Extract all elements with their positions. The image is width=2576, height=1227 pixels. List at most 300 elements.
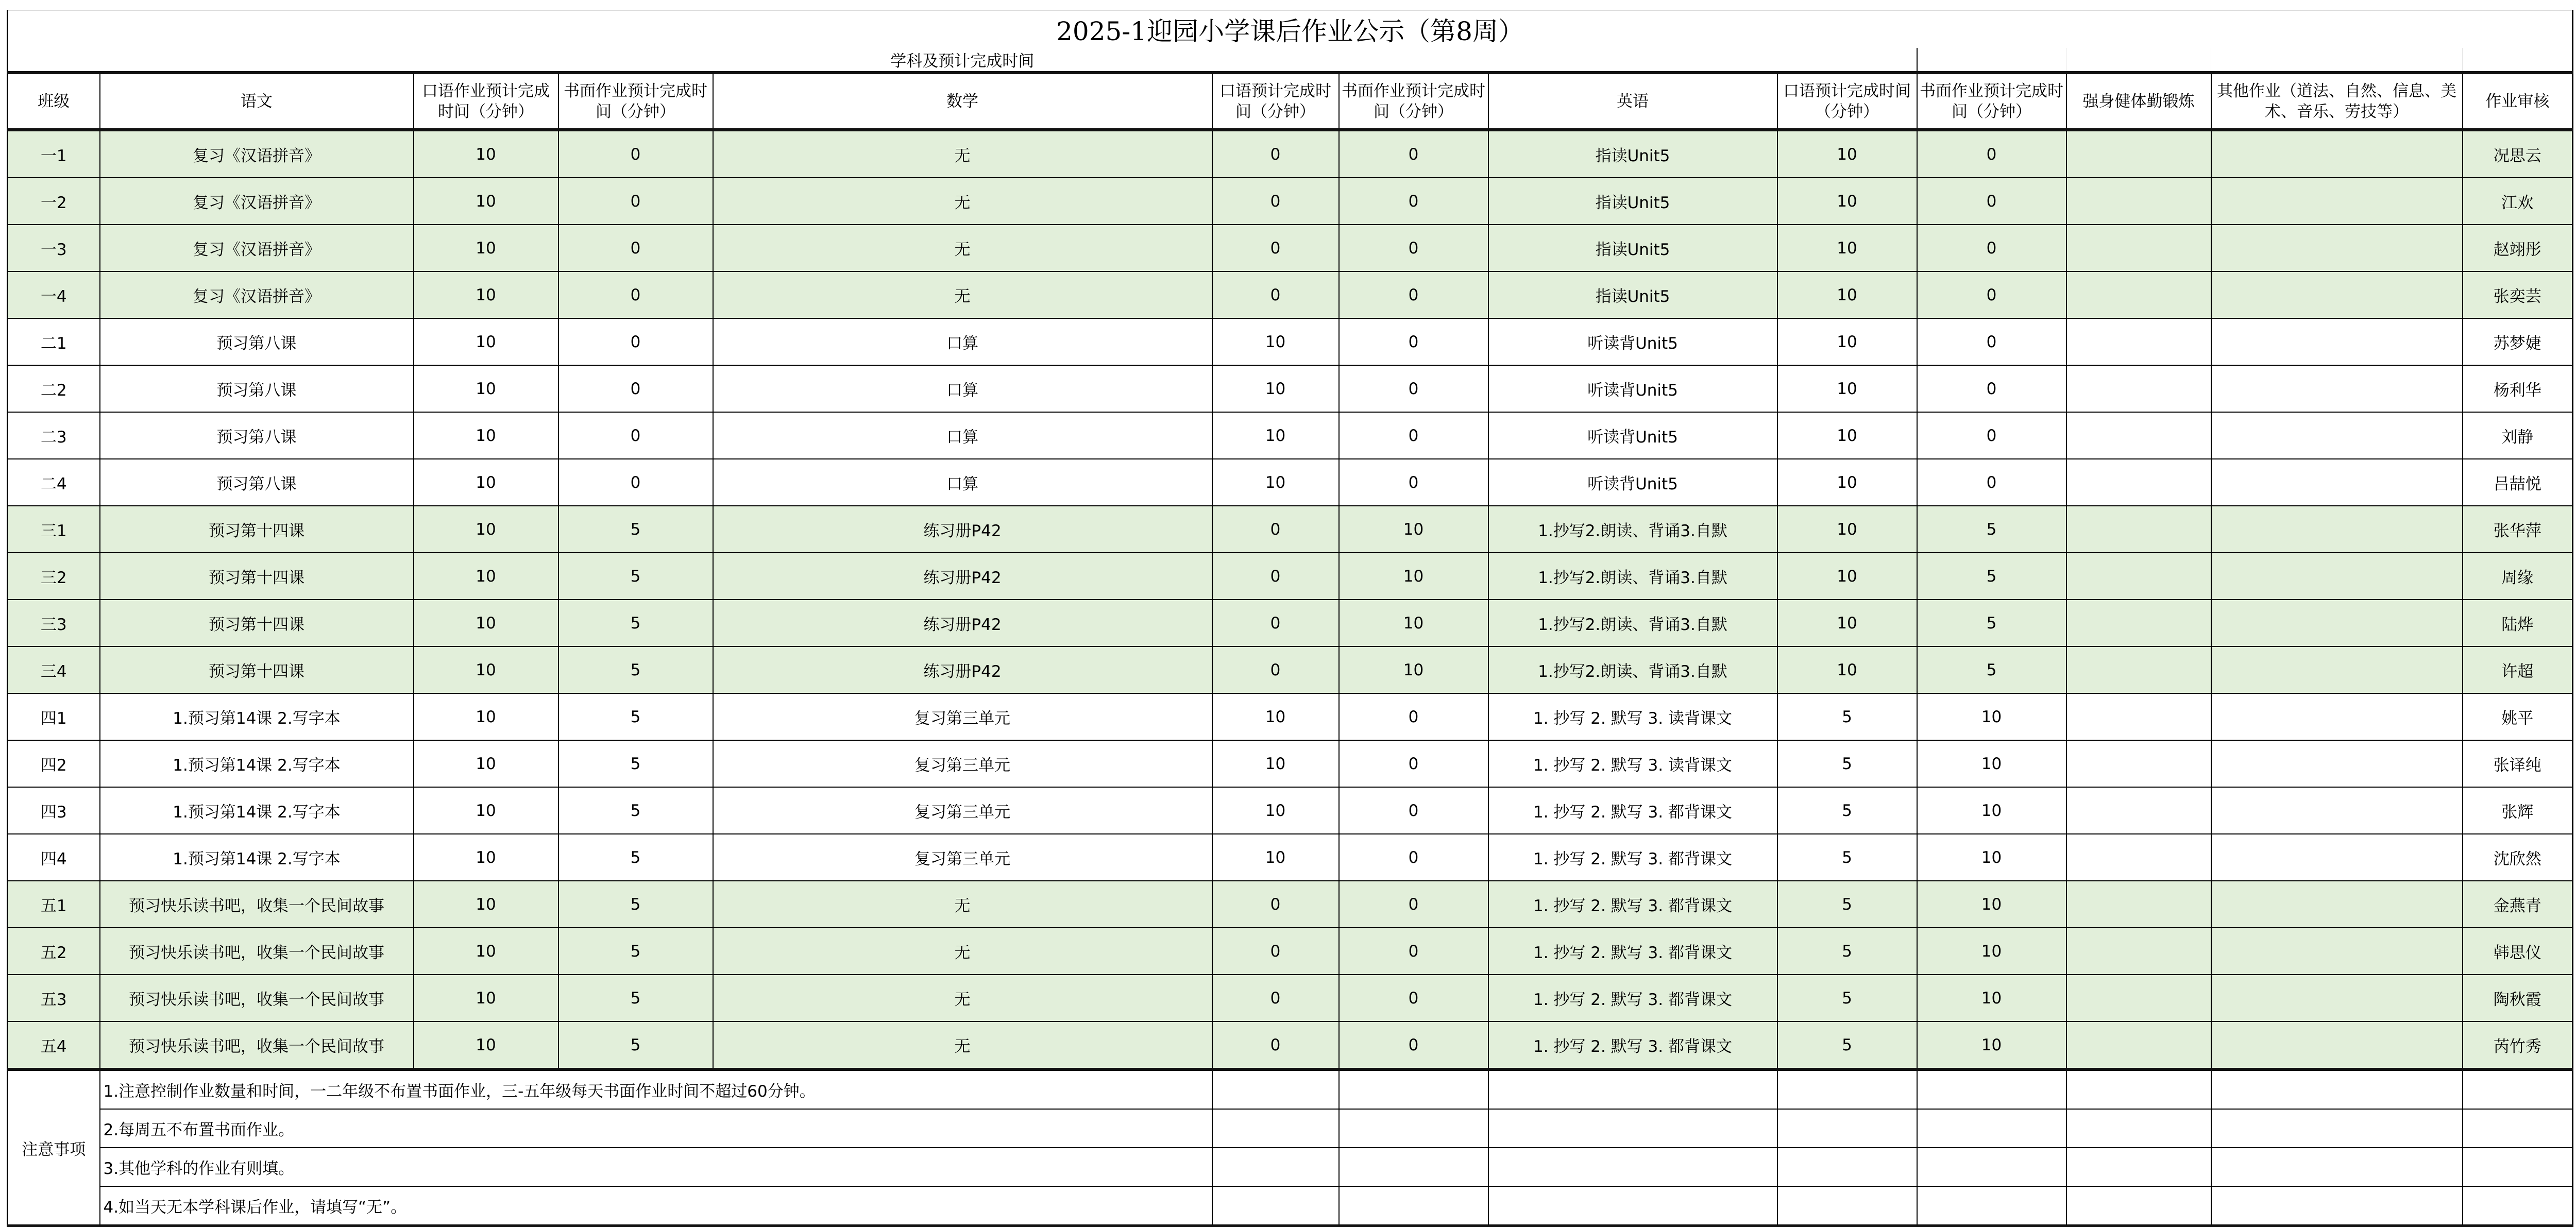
cell-chinese-oral-time[interactable]: 10	[414, 506, 558, 553]
cell-chinese-oral-time[interactable]: 10	[414, 646, 558, 693]
cell-math-written-time[interactable]: 10	[1339, 646, 1488, 693]
cell-class[interactable]: 一3	[8, 225, 100, 271]
cell-chinese-written-time[interactable]: 5	[558, 600, 713, 646]
cell-math-oral-time[interactable]: 0	[1212, 178, 1339, 225]
cell-class[interactable]: 五3	[8, 975, 100, 1021]
cell-math[interactable]: 无	[713, 271, 1212, 318]
cell-class[interactable]: 三4	[8, 646, 100, 693]
sheet-title[interactable]: 2025-1迎园小学课后作业公示（第8周）	[8, 10, 2573, 48]
cell-reviewer[interactable]: 刘静	[2463, 412, 2573, 459]
cell-math[interactable]: 练习册P42	[713, 553, 1212, 600]
cell-english[interactable]: 1. 抄写 2. 默写 3. 都背课文	[1488, 928, 1777, 975]
cell-english[interactable]: 指读Unit5	[1488, 178, 1777, 225]
cell-english-oral-time[interactable]: 10	[1777, 178, 1917, 225]
empty-cell[interactable]	[1488, 1186, 1777, 1226]
cell-math-written-time[interactable]: 0	[1339, 1021, 1488, 1069]
cell-math-oral-time[interactable]: 0	[1212, 928, 1339, 975]
cell-english-oral-time[interactable]: 5	[1777, 693, 1917, 740]
empty-cell[interactable]	[2211, 1109, 2463, 1148]
cell-chinese-oral-time[interactable]: 10	[414, 459, 558, 506]
empty-cell[interactable]	[2463, 1069, 2573, 1109]
cell-english-written-time[interactable]: 0	[1917, 130, 2066, 178]
cell-reviewer[interactable]: 吕喆悦	[2463, 459, 2573, 506]
empty-cell[interactable]	[2066, 48, 2211, 73]
cell-chinese-oral-time[interactable]: 10	[414, 834, 558, 881]
cell-math-written-time[interactable]: 0	[1339, 271, 1488, 318]
cell-other[interactable]	[2211, 365, 2463, 412]
cell-reviewer[interactable]: 张辉	[2463, 787, 2573, 834]
cell-pe[interactable]	[2066, 646, 2211, 693]
empty-cell[interactable]	[1339, 1109, 1488, 1148]
cell-other[interactable]	[2211, 271, 2463, 318]
cell-english[interactable]: 听读背Unit5	[1488, 459, 1777, 506]
cell-pe[interactable]	[2066, 928, 2211, 975]
cell-math[interactable]: 无	[713, 1021, 1212, 1069]
note-item[interactable]: 3.其他学科的作业有则填。	[100, 1148, 1212, 1186]
cell-chinese-written-time[interactable]: 5	[558, 881, 713, 928]
cell-chinese-written-time[interactable]: 0	[558, 225, 713, 271]
header-pe[interactable]: 强身健体勤锻炼	[2066, 73, 2211, 130]
cell-class[interactable]: 二4	[8, 459, 100, 506]
header-math[interactable]: 数学	[713, 73, 1212, 130]
cell-class[interactable]: 四1	[8, 693, 100, 740]
cell-chinese[interactable]: 预习快乐读书吧，收集一个民间故事	[100, 928, 414, 975]
header-math-written-time[interactable]: 书面作业预计完成时间（分钟）	[1339, 73, 1488, 130]
cell-math-written-time[interactable]: 0	[1339, 225, 1488, 271]
cell-english-oral-time[interactable]: 10	[1777, 459, 1917, 506]
cell-chinese-oral-time[interactable]: 10	[414, 600, 558, 646]
cell-english-oral-time[interactable]: 10	[1777, 225, 1917, 271]
cell-chinese-oral-time[interactable]: 10	[414, 365, 558, 412]
empty-cell[interactable]	[1917, 1186, 2066, 1226]
cell-math-written-time[interactable]: 0	[1339, 881, 1488, 928]
cell-reviewer[interactable]: 陆烨	[2463, 600, 2573, 646]
cell-english-written-time[interactable]: 0	[1917, 412, 2066, 459]
cell-english-written-time[interactable]: 0	[1917, 225, 2066, 271]
cell-english-written-time[interactable]: 5	[1917, 506, 2066, 553]
cell-math[interactable]: 复习第三单元	[713, 740, 1212, 787]
cell-pe[interactable]	[2066, 881, 2211, 928]
empty-cell[interactable]	[1777, 1186, 1917, 1226]
cell-class[interactable]: 一2	[8, 178, 100, 225]
cell-pe[interactable]	[2066, 740, 2211, 787]
cell-other[interactable]	[2211, 412, 2463, 459]
cell-pe[interactable]	[2066, 178, 2211, 225]
cell-other[interactable]	[2211, 881, 2463, 928]
cell-other[interactable]	[2211, 318, 2463, 365]
header-chinese-written-time[interactable]: 书面作业预计完成时间（分钟）	[558, 73, 713, 130]
cell-chinese-oral-time[interactable]: 10	[414, 225, 558, 271]
cell-other[interactable]	[2211, 1021, 2463, 1069]
cell-class[interactable]: 三2	[8, 553, 100, 600]
cell-reviewer[interactable]: 况思云	[2463, 130, 2573, 178]
cell-english-oral-time[interactable]: 10	[1777, 365, 1917, 412]
cell-math-oral-time[interactable]: 0	[1212, 646, 1339, 693]
cell-pe[interactable]	[2066, 271, 2211, 318]
cell-math-oral-time[interactable]: 10	[1212, 459, 1339, 506]
cell-reviewer[interactable]: 赵翊彤	[2463, 225, 2573, 271]
cell-chinese-written-time[interactable]: 5	[558, 1021, 713, 1069]
cell-other[interactable]	[2211, 740, 2463, 787]
cell-chinese-oral-time[interactable]: 10	[414, 1021, 558, 1069]
header-chinese[interactable]: 语文	[100, 73, 414, 130]
cell-pe[interactable]	[2066, 130, 2211, 178]
cell-reviewer[interactable]: 张译纯	[2463, 740, 2573, 787]
cell-math-oral-time[interactable]: 0	[1212, 553, 1339, 600]
cell-chinese-oral-time[interactable]: 10	[414, 412, 558, 459]
cell-chinese-oral-time[interactable]: 10	[414, 881, 558, 928]
empty-cell[interactable]	[1488, 1109, 1777, 1148]
cell-english[interactable]: 听读背Unit5	[1488, 318, 1777, 365]
cell-reviewer[interactable]: 沈欣然	[2463, 834, 2573, 881]
cell-other[interactable]	[2211, 975, 2463, 1021]
cell-math-written-time[interactable]: 10	[1339, 506, 1488, 553]
cell-other[interactable]	[2211, 130, 2463, 178]
cell-other[interactable]	[2211, 178, 2463, 225]
cell-chinese-written-time[interactable]: 5	[558, 646, 713, 693]
cell-math-written-time[interactable]: 0	[1339, 178, 1488, 225]
cell-chinese-oral-time[interactable]: 10	[414, 693, 558, 740]
cell-english-oral-time[interactable]: 5	[1777, 740, 1917, 787]
cell-math[interactable]: 练习册P42	[713, 600, 1212, 646]
cell-math-oral-time[interactable]: 0	[1212, 881, 1339, 928]
empty-cell[interactable]	[1777, 1069, 1917, 1109]
cell-english-written-time[interactable]: 10	[1917, 693, 2066, 740]
empty-cell[interactable]	[2463, 1109, 2573, 1148]
cell-math-oral-time[interactable]: 0	[1212, 271, 1339, 318]
cell-chinese[interactable]: 预习第十四课	[100, 600, 414, 646]
cell-class[interactable]: 二1	[8, 318, 100, 365]
cell-english[interactable]: 1.抄写2.朗读、背诵3.自默	[1488, 600, 1777, 646]
cell-english[interactable]: 指读Unit5	[1488, 271, 1777, 318]
cell-math-oral-time[interactable]: 0	[1212, 1021, 1339, 1069]
cell-class[interactable]: 三3	[8, 600, 100, 646]
cell-chinese[interactable]: 预习第十四课	[100, 553, 414, 600]
cell-chinese-written-time[interactable]: 5	[558, 693, 713, 740]
cell-math-oral-time[interactable]: 10	[1212, 318, 1339, 365]
cell-chinese[interactable]: 预习第八课	[100, 365, 414, 412]
cell-math[interactable]: 无	[713, 130, 1212, 178]
empty-cell[interactable]	[1212, 1069, 1339, 1109]
cell-english-written-time[interactable]: 10	[1917, 1021, 2066, 1069]
cell-english[interactable]: 1. 抄写 2. 默写 3. 都背课文	[1488, 834, 1777, 881]
cell-other[interactable]	[2211, 459, 2463, 506]
cell-chinese[interactable]: 复习《汉语拼音》	[100, 130, 414, 178]
empty-cell[interactable]	[2066, 1069, 2211, 1109]
cell-chinese[interactable]: 预习第八课	[100, 412, 414, 459]
cell-english-written-time[interactable]: 10	[1917, 975, 2066, 1021]
empty-cell[interactable]	[1917, 1069, 2066, 1109]
empty-cell[interactable]	[1339, 1186, 1488, 1226]
cell-chinese-oral-time[interactable]: 10	[414, 130, 558, 178]
cell-english-written-time[interactable]: 5	[1917, 600, 2066, 646]
cell-english-oral-time[interactable]: 10	[1777, 646, 1917, 693]
cell-math-oral-time[interactable]: 10	[1212, 365, 1339, 412]
cell-chinese-oral-time[interactable]: 10	[414, 787, 558, 834]
cell-math[interactable]: 口算	[713, 412, 1212, 459]
header-math-oral-time[interactable]: 口语预计完成时间（分钟）	[1212, 73, 1339, 130]
cell-chinese-written-time[interactable]: 5	[558, 834, 713, 881]
cell-math-oral-time[interactable]: 0	[1212, 130, 1339, 178]
cell-reviewer[interactable]: 芮竹秀	[2463, 1021, 2573, 1069]
cell-english-written-time[interactable]: 0	[1917, 318, 2066, 365]
cell-other[interactable]	[2211, 834, 2463, 881]
cell-reviewer[interactable]: 金燕青	[2463, 881, 2573, 928]
cell-chinese-oral-time[interactable]: 10	[414, 178, 558, 225]
cell-chinese[interactable]: 预习快乐读书吧，收集一个民间故事	[100, 881, 414, 928]
cell-class[interactable]: 四2	[8, 740, 100, 787]
cell-reviewer[interactable]: 韩思仪	[2463, 928, 2573, 975]
cell-pe[interactable]	[2066, 225, 2211, 271]
cell-math-written-time[interactable]: 0	[1339, 318, 1488, 365]
cell-reviewer[interactable]: 张奕芸	[2463, 271, 2573, 318]
cell-math-oral-time[interactable]: 10	[1212, 412, 1339, 459]
cell-chinese-written-time[interactable]: 0	[558, 318, 713, 365]
empty-cell[interactable]	[2066, 1148, 2211, 1186]
cell-english-written-time[interactable]: 0	[1917, 365, 2066, 412]
empty-cell[interactable]	[2066, 1109, 2211, 1148]
cell-pe[interactable]	[2066, 834, 2211, 881]
cell-math-written-time[interactable]: 0	[1339, 365, 1488, 412]
cell-math-written-time[interactable]: 0	[1339, 834, 1488, 881]
cell-class[interactable]: 一4	[8, 271, 100, 318]
cell-chinese-written-time[interactable]: 0	[558, 271, 713, 318]
cell-chinese[interactable]: 复习《汉语拼音》	[100, 271, 414, 318]
cell-english-oral-time[interactable]: 10	[1777, 318, 1917, 365]
cell-chinese[interactable]: 1.预习第14课 2.写字本	[100, 787, 414, 834]
cell-chinese-oral-time[interactable]: 10	[414, 271, 558, 318]
empty-cell[interactable]	[2066, 1186, 2211, 1226]
cell-english-oral-time[interactable]: 10	[1777, 130, 1917, 178]
header-english-oral-time[interactable]: 口语预计完成时间（分钟）	[1777, 73, 1917, 130]
cell-math-written-time[interactable]: 0	[1339, 928, 1488, 975]
empty-cell[interactable]	[1777, 1109, 1917, 1148]
cell-english[interactable]: 听读背Unit5	[1488, 412, 1777, 459]
cell-english[interactable]: 1. 抄写 2. 默写 3. 读背课文	[1488, 693, 1777, 740]
empty-cell[interactable]	[1917, 48, 2066, 73]
empty-cell[interactable]	[2463, 1148, 2573, 1186]
cell-class[interactable]: 五1	[8, 881, 100, 928]
cell-english-oral-time[interactable]: 10	[1777, 600, 1917, 646]
cell-reviewer[interactable]: 苏梦婕	[2463, 318, 2573, 365]
cell-math[interactable]: 练习册P42	[713, 506, 1212, 553]
empty-cell[interactable]	[2463, 1186, 2573, 1226]
cell-chinese[interactable]: 复习《汉语拼音》	[100, 225, 414, 271]
cell-class[interactable]: 五2	[8, 928, 100, 975]
cell-math-written-time[interactable]: 0	[1339, 412, 1488, 459]
cell-english-oral-time[interactable]: 5	[1777, 787, 1917, 834]
cell-class[interactable]: 二2	[8, 365, 100, 412]
cell-math-oral-time[interactable]: 10	[1212, 740, 1339, 787]
cell-chinese-written-time[interactable]: 0	[558, 130, 713, 178]
cell-english[interactable]: 1.抄写2.朗读、背诵3.自默	[1488, 506, 1777, 553]
cell-math-oral-time[interactable]: 0	[1212, 600, 1339, 646]
cell-chinese-oral-time[interactable]: 10	[414, 975, 558, 1021]
cell-reviewer[interactable]: 周缘	[2463, 553, 2573, 600]
cell-other[interactable]	[2211, 646, 2463, 693]
header-english-written-time[interactable]: 书面作业预计完成时间（分钟）	[1917, 73, 2066, 130]
cell-chinese[interactable]: 预习第八课	[100, 318, 414, 365]
cell-chinese-written-time[interactable]: 5	[558, 506, 713, 553]
empty-cell[interactable]	[1488, 1069, 1777, 1109]
cell-english-oral-time[interactable]: 5	[1777, 1021, 1917, 1069]
empty-cell[interactable]	[1212, 1186, 1339, 1226]
cell-chinese-oral-time[interactable]: 10	[414, 740, 558, 787]
cell-chinese[interactable]: 1.预习第14课 2.写字本	[100, 740, 414, 787]
cell-math[interactable]: 练习册P42	[713, 646, 1212, 693]
cell-chinese[interactable]: 预习第十四课	[100, 646, 414, 693]
cell-math[interactable]: 无	[713, 225, 1212, 271]
cell-chinese-written-time[interactable]: 0	[558, 412, 713, 459]
cell-math[interactable]: 复习第三单元	[713, 787, 1212, 834]
cell-english-written-time[interactable]: 10	[1917, 881, 2066, 928]
cell-chinese-oral-time[interactable]: 10	[414, 318, 558, 365]
cell-pe[interactable]	[2066, 506, 2211, 553]
empty-cell[interactable]	[2211, 1186, 2463, 1226]
cell-pe[interactable]	[2066, 787, 2211, 834]
cell-reviewer[interactable]: 陶秋霞	[2463, 975, 2573, 1021]
cell-other[interactable]	[2211, 928, 2463, 975]
cell-english[interactable]: 指读Unit5	[1488, 225, 1777, 271]
empty-cell[interactable]	[1777, 1148, 1917, 1186]
cell-other[interactable]	[2211, 553, 2463, 600]
cell-math-oral-time[interactable]: 10	[1212, 787, 1339, 834]
cell-class[interactable]: 二3	[8, 412, 100, 459]
cell-reviewer[interactable]: 张华萍	[2463, 506, 2573, 553]
cell-other[interactable]	[2211, 225, 2463, 271]
cell-math[interactable]: 无	[713, 975, 1212, 1021]
cell-math[interactable]: 复习第三单元	[713, 693, 1212, 740]
note-item[interactable]: 2.每周五不布置书面作业。	[100, 1109, 1212, 1148]
cell-chinese[interactable]: 复习《汉语拼音》	[100, 178, 414, 225]
cell-math[interactable]: 无	[713, 881, 1212, 928]
cell-other[interactable]	[2211, 693, 2463, 740]
cell-english[interactable]: 1. 抄写 2. 默写 3. 都背课文	[1488, 787, 1777, 834]
cell-math[interactable]: 口算	[713, 459, 1212, 506]
empty-cell[interactable]	[2211, 1148, 2463, 1186]
header-english[interactable]: 英语	[1488, 73, 1777, 130]
cell-math-written-time[interactable]: 10	[1339, 600, 1488, 646]
cell-english-written-time[interactable]: 5	[1917, 646, 2066, 693]
cell-reviewer[interactable]: 姚平	[2463, 693, 2573, 740]
cell-pe[interactable]	[2066, 365, 2211, 412]
empty-cell[interactable]	[1212, 1109, 1339, 1148]
cell-chinese-written-time[interactable]: 5	[558, 928, 713, 975]
cell-math[interactable]: 复习第三单元	[713, 834, 1212, 881]
empty-cell[interactable]	[1917, 1109, 2066, 1148]
cell-math-written-time[interactable]: 0	[1339, 130, 1488, 178]
cell-class[interactable]: 四4	[8, 834, 100, 881]
cell-pe[interactable]	[2066, 600, 2211, 646]
cell-english-written-time[interactable]: 0	[1917, 178, 2066, 225]
cell-chinese-written-time[interactable]: 5	[558, 975, 713, 1021]
cell-english-written-time[interactable]: 5	[1917, 553, 2066, 600]
cell-chinese-oral-time[interactable]: 10	[414, 553, 558, 600]
empty-cell[interactable]	[1917, 1148, 2066, 1186]
cell-math-written-time[interactable]: 0	[1339, 459, 1488, 506]
cell-math-written-time[interactable]: 0	[1339, 975, 1488, 1021]
cell-pe[interactable]	[2066, 553, 2211, 600]
cell-class[interactable]: 四3	[8, 787, 100, 834]
empty-cell[interactable]	[1488, 1148, 1777, 1186]
cell-chinese-oral-time[interactable]: 10	[414, 928, 558, 975]
cell-english-written-time[interactable]: 10	[1917, 834, 2066, 881]
cell-math[interactable]: 无	[713, 928, 1212, 975]
cell-math-written-time[interactable]: 10	[1339, 553, 1488, 600]
cell-math-written-time[interactable]: 0	[1339, 693, 1488, 740]
cell-english-oral-time[interactable]: 5	[1777, 928, 1917, 975]
cell-chinese-written-time[interactable]: 5	[558, 553, 713, 600]
cell-math-oral-time[interactable]: 0	[1212, 975, 1339, 1021]
cell-english-oral-time[interactable]: 5	[1777, 834, 1917, 881]
cell-math-oral-time[interactable]: 0	[1212, 225, 1339, 271]
empty-cell[interactable]	[2211, 48, 2463, 73]
cell-math[interactable]: 口算	[713, 365, 1212, 412]
cell-other[interactable]	[2211, 787, 2463, 834]
cell-english[interactable]: 指读Unit5	[1488, 130, 1777, 178]
cell-pe[interactable]	[2066, 318, 2211, 365]
empty-cell[interactable]	[2211, 1069, 2463, 1109]
empty-cell[interactable]	[1339, 1148, 1488, 1186]
cell-class[interactable]: 五4	[8, 1021, 100, 1069]
empty-cell[interactable]	[2463, 48, 2573, 73]
cell-chinese[interactable]: 预习快乐读书吧，收集一个民间故事	[100, 1021, 414, 1069]
cell-english[interactable]: 1.抄写2.朗读、背诵3.自默	[1488, 553, 1777, 600]
cell-english-oral-time[interactable]: 5	[1777, 975, 1917, 1021]
cell-pe[interactable]	[2066, 412, 2211, 459]
notes-label[interactable]: 注意事项	[8, 1069, 100, 1226]
cell-chinese[interactable]: 预习第十四课	[100, 506, 414, 553]
cell-chinese[interactable]: 预习快乐读书吧，收集一个民间故事	[100, 975, 414, 1021]
cell-reviewer[interactable]: 杨利华	[2463, 365, 2573, 412]
cell-chinese[interactable]: 1.预习第14课 2.写字本	[100, 834, 414, 881]
cell-reviewer[interactable]: 江欢	[2463, 178, 2573, 225]
cell-other[interactable]	[2211, 506, 2463, 553]
empty-cell[interactable]	[1212, 1148, 1339, 1186]
cell-math-oral-time[interactable]: 10	[1212, 834, 1339, 881]
cell-pe[interactable]	[2066, 459, 2211, 506]
cell-english-oral-time[interactable]: 10	[1777, 412, 1917, 459]
cell-english[interactable]: 1. 抄写 2. 默写 3. 都背课文	[1488, 881, 1777, 928]
cell-english[interactable]: 1. 抄写 2. 默写 3. 都背课文	[1488, 1021, 1777, 1069]
cell-english-oral-time[interactable]: 10	[1777, 271, 1917, 318]
cell-english-written-time[interactable]: 0	[1917, 459, 2066, 506]
cell-math-oral-time[interactable]: 0	[1212, 506, 1339, 553]
cell-english[interactable]: 1. 抄写 2. 默写 3. 都背课文	[1488, 975, 1777, 1021]
cell-english-oral-time[interactable]: 5	[1777, 881, 1917, 928]
header-chinese-oral-time[interactable]: 口语作业预计完成时间（分钟）	[414, 73, 558, 130]
header-reviewer[interactable]: 作业审核	[2463, 73, 2573, 130]
cell-chinese-written-time[interactable]: 5	[558, 787, 713, 834]
cell-english-oral-time[interactable]: 10	[1777, 553, 1917, 600]
cell-chinese-written-time[interactable]: 0	[558, 178, 713, 225]
cell-chinese-written-time[interactable]: 5	[558, 740, 713, 787]
cell-other[interactable]	[2211, 600, 2463, 646]
cell-english-written-time[interactable]: 0	[1917, 271, 2066, 318]
header-class[interactable]: 班级	[8, 73, 100, 130]
header-other[interactable]: 其他作业（道法、自然、信息、美术、音乐、劳技等）	[2211, 73, 2463, 130]
cell-chinese[interactable]: 1.预习第14课 2.写字本	[100, 693, 414, 740]
cell-english[interactable]: 1. 抄写 2. 默写 3. 读背课文	[1488, 740, 1777, 787]
cell-pe[interactable]	[2066, 693, 2211, 740]
cell-chinese[interactable]: 预习第八课	[100, 459, 414, 506]
cell-chinese-written-time[interactable]: 0	[558, 459, 713, 506]
note-item[interactable]: 4.如当天无本学科课后作业，请填写“无”。	[100, 1186, 1212, 1226]
cell-english[interactable]: 1.抄写2.朗读、背诵3.自默	[1488, 646, 1777, 693]
note-item[interactable]: 1.注意控制作业数量和时间，一二年级不布置书面作业，三-五年级每天书面作业时间不超过60分钟。	[100, 1069, 1212, 1109]
cell-class[interactable]: 一1	[8, 130, 100, 178]
cell-math[interactable]: 无	[713, 178, 1212, 225]
